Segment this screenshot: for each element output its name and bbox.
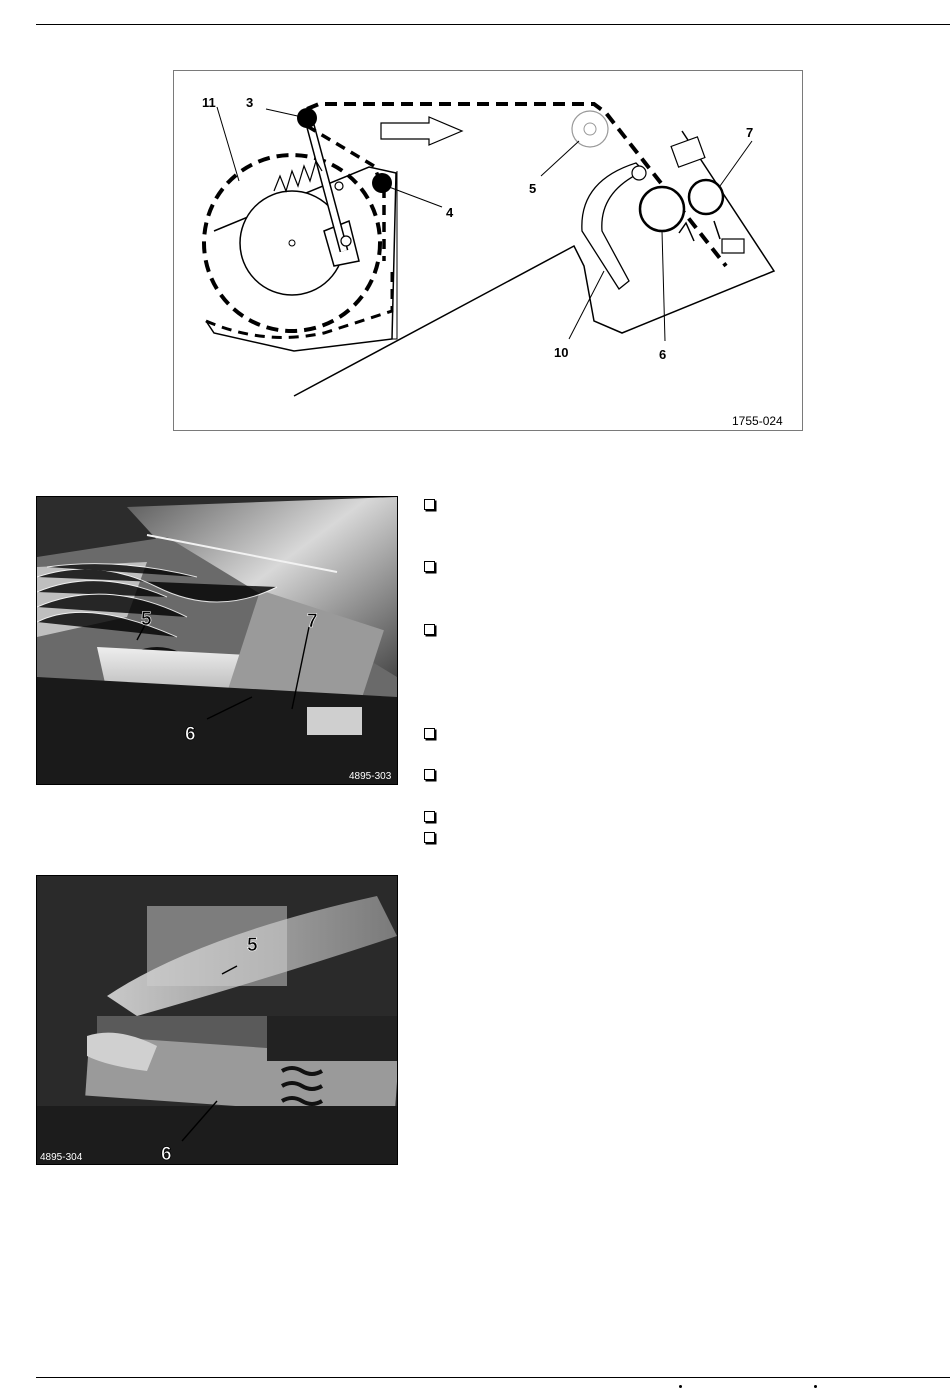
schematic-diagram — [173, 70, 803, 431]
footer-rule — [36, 1377, 950, 1378]
photo2-callout-5: 5 — [247, 935, 258, 956]
checklist-box-3 — [424, 624, 435, 635]
callout-6: 6 — [659, 347, 667, 362]
photo1-callout-5: 5 — [141, 609, 152, 630]
checklist-box-2 — [424, 561, 435, 572]
roller-6 — [640, 187, 684, 231]
photo1-id-code: 4895-303 — [349, 771, 392, 782]
photo-net-rollers-top — [36, 496, 398, 785]
callout-5: 5 — [529, 181, 537, 196]
callout-3: 3 — [246, 95, 254, 110]
callout-10: 10 — [554, 345, 569, 360]
checklist-box-6 — [424, 811, 435, 822]
callout-4: 4 — [446, 205, 454, 220]
photo2-id-code: 4895-304 — [40, 1152, 83, 1163]
header-rule — [36, 24, 950, 25]
roller-3 — [297, 108, 317, 128]
checklist-box-7 — [424, 832, 435, 843]
checklist-box-1 — [424, 499, 435, 510]
checklist-box-5 — [424, 769, 435, 780]
callout-7: 7 — [746, 125, 754, 140]
photo1-callout-7: 7 — [307, 611, 318, 632]
photo2-callout-6: 6 — [161, 1144, 172, 1164]
callout-11: 11 — [202, 95, 216, 110]
roller-7 — [689, 180, 723, 214]
footer-dot-1 — [679, 1385, 682, 1388]
footer-dot-2 — [814, 1385, 817, 1388]
checklist-box-4 — [424, 728, 435, 739]
diagram-id-code: 1755-024 — [732, 414, 783, 428]
photo-net-rollers-bottom — [36, 875, 398, 1165]
photo1-callout-6: 6 — [185, 724, 196, 745]
